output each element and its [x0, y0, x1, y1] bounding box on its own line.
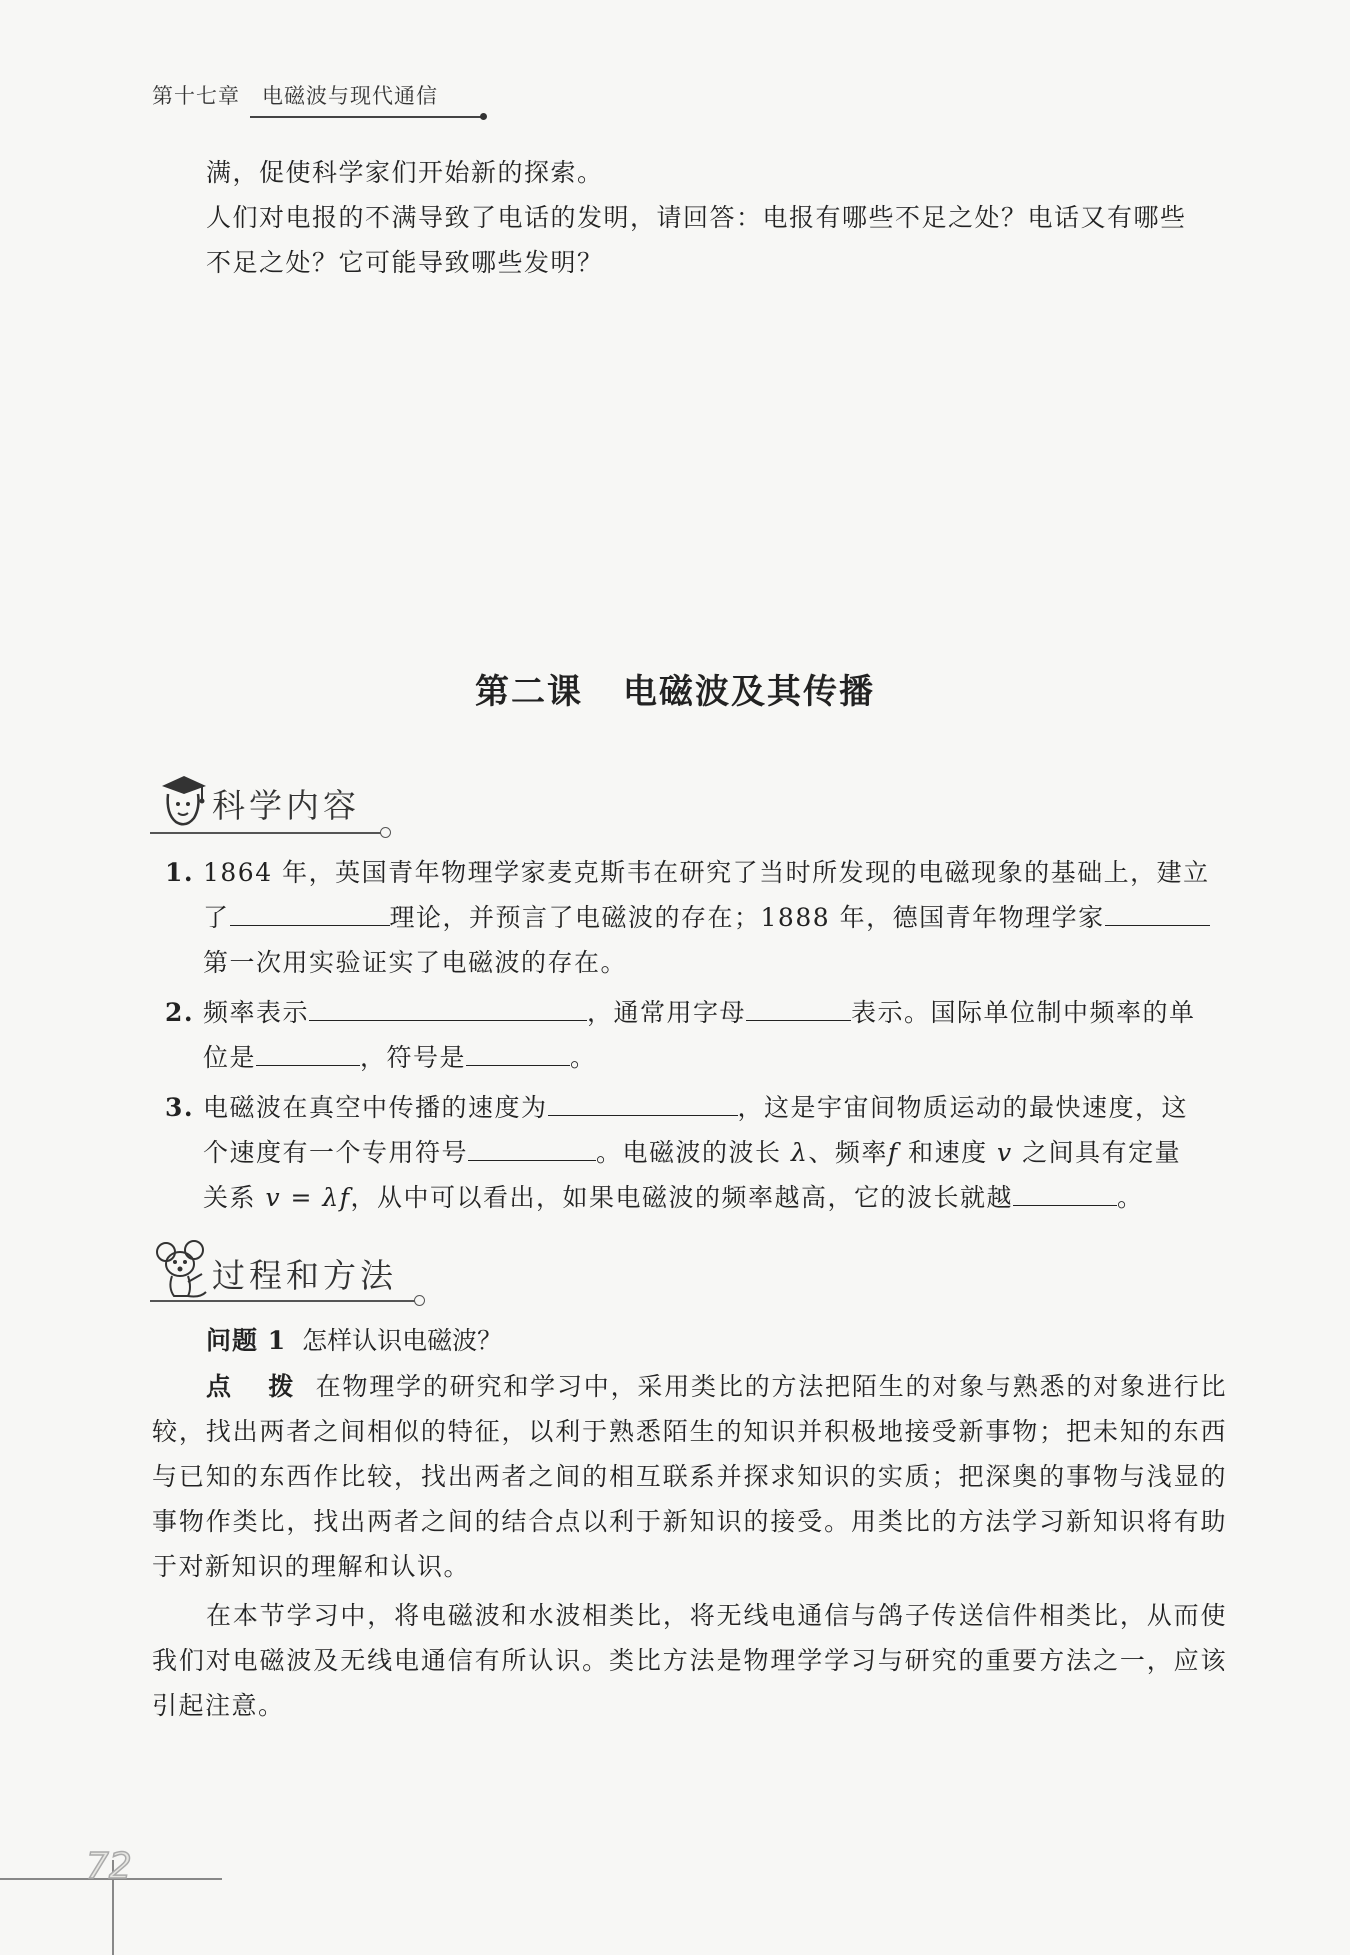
section-heading-label: 过程和方法: [212, 1256, 397, 1295]
lesson-number: 第二课: [475, 672, 583, 712]
lesson-title: [0, 664, 1350, 713]
section-heading-process-method: [150, 1238, 440, 1308]
intro-block: [206, 150, 1226, 285]
summary-text: 在本节学习中，将电磁波和水波相类比，将无线电通信与鸽子传送信件相类比，从而使我们对电磁波及无线电通信有所认识。类比方法是物理学学习与研究的重要方法之一，应该引起注意。: [152, 1601, 1227, 1720]
question-1-line-2: 了 理论，并预言了电磁波的存在；1888 年，德国青年物理学家: [203, 895, 1225, 940]
chapter-number: 第十七章: [152, 84, 240, 108]
question-2: [165, 990, 1225, 1080]
answer-blank[interactable]: [548, 1087, 738, 1116]
question-3-line-3: 关系 v = λf，从中可以看出，如果电磁波的频率越高，它的波长就越 。: [203, 1175, 1225, 1220]
question-1: [165, 850, 1225, 985]
question-1-line-3: 第一次用实验证实了电磁波的存在。: [203, 948, 628, 977]
question-number: 2.: [165, 998, 195, 1027]
section-heading-science-content: [150, 770, 440, 840]
question-2-line-1: 频率表示 ，通常用字母 表示。国际单位制中频率的单: [203, 990, 1225, 1035]
question-number: 1.: [165, 858, 195, 887]
graduate-cap-mascot-icon: [154, 770, 210, 830]
hint-text: 在物理学的研究和学习中，采用类比的方法把陌生的对象与熟悉的对象进行比较，找出两者之间相似的特征，以利于熟悉陌生的知识并积极地接受新事物；把未知的东西与已知的东西作比较，找出两者之间的相互联系并探求知识的实质；把深奥的事物与浅显的事物作类比，找出两者之间的结合点以利于新知识的接受。用类比的方法学习新知识将有助于对新知识的理解和认识。: [152, 1372, 1227, 1581]
section-heading-rule: [150, 832, 382, 834]
hint-label: 点 拨: [206, 1372, 308, 1401]
question-1-line-1: 1864 年，英国青年物理学家麦克斯韦在研究了当时所发现的电磁现象的基础上，建立: [203, 858, 1210, 887]
answer-blank[interactable]: [468, 1132, 596, 1161]
summary-paragraph: [152, 1593, 1227, 1728]
intro-line-2: 人们对电报的不满导致了电话的发明，请回答：电报有哪些不足之处？电话又有哪些: [206, 203, 1187, 232]
question-2-line-2: 位是 ，符号是 。: [203, 1035, 1225, 1080]
question-3-line-2: 个速度有一个专用符号 。电磁波的波长 λ、频率f 和速度 v 之间具有定量: [203, 1130, 1225, 1175]
answer-blank[interactable]: [1013, 1177, 1117, 1206]
section-heading-rule: [150, 1300, 416, 1302]
question-3-line-1: 电磁波在真空中传播的速度为 ，这是宇宙间物质运动的最快速度，这: [203, 1085, 1225, 1130]
answer-blank[interactable]: [230, 897, 390, 926]
section-heading-ring: [380, 827, 391, 838]
header-rule-dot: [480, 113, 487, 120]
question-3: [165, 1085, 1225, 1220]
answer-blank[interactable]: [309, 992, 587, 1021]
answer-blank[interactable]: [256, 1037, 360, 1066]
formula: v = λf: [265, 1183, 351, 1212]
intro-line-3: 不足之处？它可能导致哪些发明？: [206, 248, 604, 277]
answer-blank[interactable]: [1105, 897, 1210, 926]
problem-question: 怎样认识电磁波？: [302, 1326, 503, 1355]
header-rule: [250, 116, 482, 118]
section-heading-ring: [414, 1295, 425, 1306]
problem-title: [206, 1318, 502, 1363]
page-number: 72: [86, 1846, 132, 1887]
chapter-title: 电磁波与现代通信: [262, 84, 438, 108]
lesson-name: 电磁波及其传播: [623, 672, 875, 712]
running-header: [152, 80, 438, 110]
hint-paragraph: [152, 1364, 1227, 1589]
answer-blank[interactable]: [466, 1037, 570, 1066]
mouse-mascot-icon: [154, 1238, 214, 1302]
answer-blank[interactable]: [746, 992, 851, 1021]
intro-line-1: 满，促使科学家们开始新的探索。: [206, 158, 604, 187]
problem-label: 问题 1: [206, 1326, 287, 1355]
section-heading-label: 科学内容: [212, 786, 360, 825]
question-number: 3.: [165, 1093, 195, 1122]
